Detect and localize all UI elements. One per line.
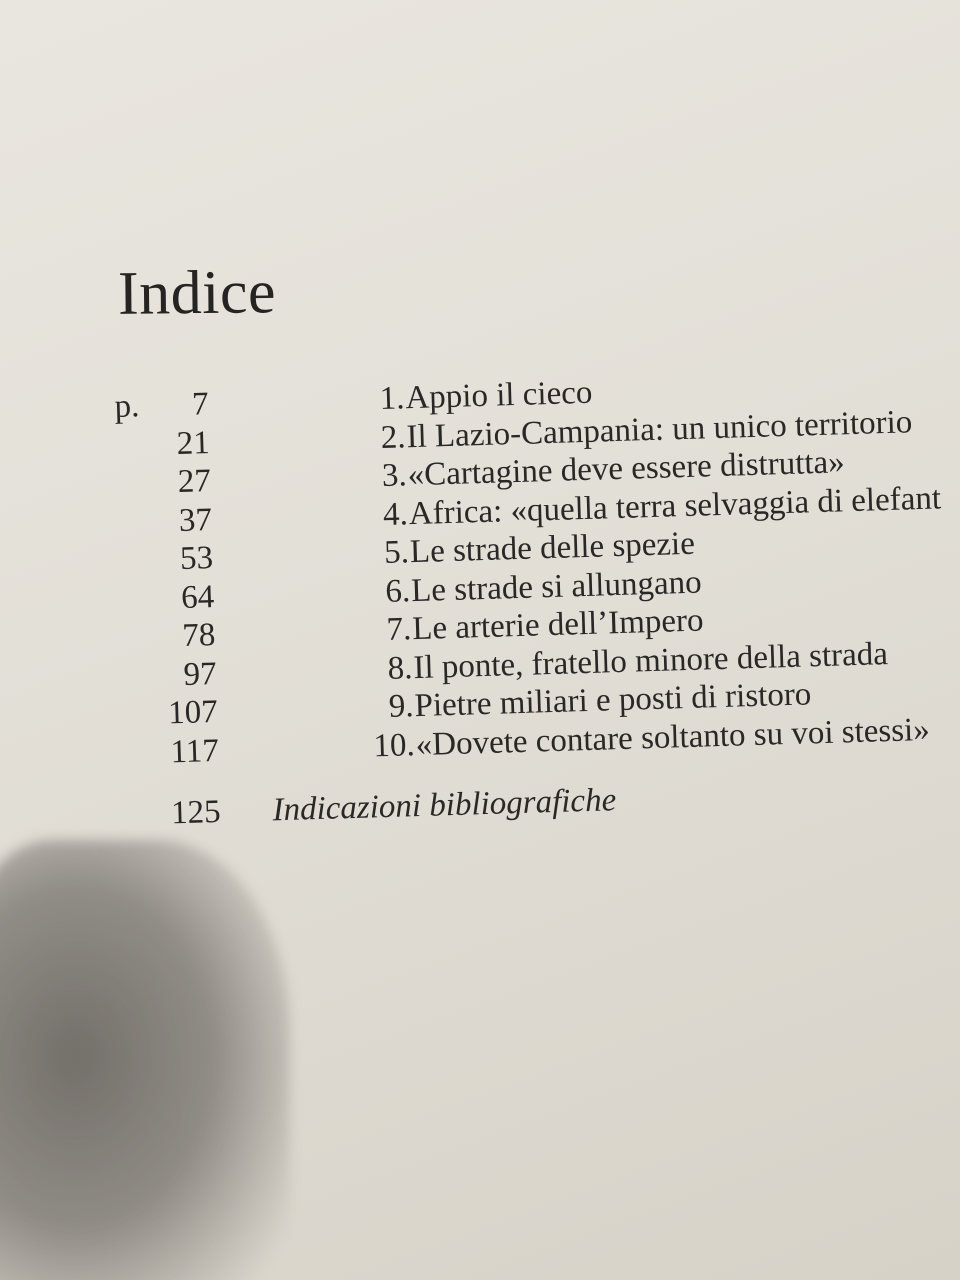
entry-page-number: 64 bbox=[180, 578, 215, 616]
chapter-number: 2. bbox=[380, 418, 407, 456]
chapter-title: Il Lazio-Campania: un unico territorio bbox=[406, 403, 913, 455]
entry-page-number: 107 bbox=[167, 693, 219, 732]
chapter-number: 1. bbox=[379, 380, 405, 417]
chapter-number: 6. bbox=[384, 572, 411, 610]
chapter-number: 8. bbox=[387, 649, 413, 687]
chapter-title: Le strade delle spezie bbox=[409, 525, 696, 571]
chapter-title: «Cartagine deve essere distrutta» bbox=[407, 444, 846, 494]
chapter-title: Pietre miliari e posti di ristoro bbox=[414, 676, 812, 725]
chapter-number: 4. bbox=[382, 495, 409, 533]
entry-page-number: 21 bbox=[176, 424, 211, 462]
bibliography-entry bbox=[122, 769, 960, 836]
chapter-number: 7. bbox=[386, 611, 412, 648]
bibliography-title: Indicazioni bibliografiche bbox=[272, 782, 617, 829]
entry-page-number: 97 bbox=[182, 655, 218, 693]
chapter-title: «Dovete contare soltanto su voi stessi» bbox=[415, 711, 931, 763]
chapter-number: 9. bbox=[388, 688, 415, 725]
entry-page-number: 53 bbox=[179, 540, 214, 577]
entry-page-number: 117 bbox=[170, 732, 220, 770]
chapter-number: 5. bbox=[383, 534, 410, 571]
page-prefix: p. bbox=[114, 388, 140, 425]
chapter-number: 10. bbox=[372, 726, 416, 764]
entry-page-number: 7 bbox=[191, 386, 210, 423]
entry-page-number: 78 bbox=[181, 616, 216, 654]
chapter-number: 3. bbox=[381, 457, 408, 494]
entry-page-number: 37 bbox=[178, 501, 213, 539]
bibliography-page-number: 125 bbox=[170, 793, 222, 832]
chapter-title: Le strade si allungano bbox=[410, 564, 703, 609]
chapter-title: Africa: «quella terra selvaggia di elefant bbox=[408, 479, 942, 532]
chapter-title: Il ponte, fratello minore della strada bbox=[412, 635, 889, 686]
chapter-title: Appio il cieco bbox=[404, 374, 593, 417]
hand-shadow bbox=[0, 840, 290, 1280]
page-title: Indice bbox=[117, 258, 277, 328]
chapter-title: Le arterie dell’Impero bbox=[411, 602, 705, 648]
table-of-contents bbox=[110, 361, 960, 832]
entry-page-number: 27 bbox=[177, 463, 212, 501]
